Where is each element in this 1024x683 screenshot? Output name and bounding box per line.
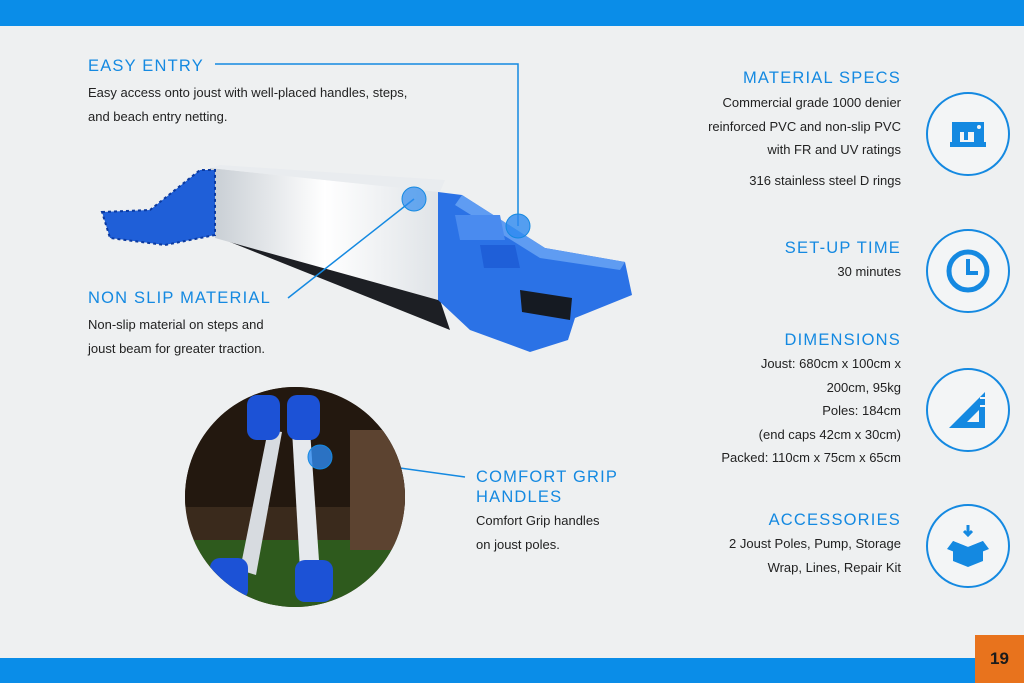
material-specs-line-2: reinforced PVC and non-slip PVC [708, 118, 901, 134]
sewing-machine-icon [926, 92, 1010, 176]
dimensions-line-2: 200cm, 95kg [826, 379, 901, 395]
accessories-text [729, 532, 901, 579]
dimensions-text [721, 352, 901, 470]
easy-entry-title: EASY ENTRY [88, 57, 204, 75]
comfort-grip-title-line-1: COMFORT GRIP [476, 468, 619, 486]
page-number: 19 [975, 635, 1024, 683]
material-specs-line-1: Commercial grade 1000 denier [722, 95, 901, 110]
easy-entry-line-2: and beach entry netting. [88, 108, 228, 124]
dimensions-line-5: Packed: 110cm x 75cm x 65cm [721, 450, 901, 465]
comfort-grip-title [476, 467, 618, 507]
non-slip-title: NON SLIP MATERIAL [88, 289, 271, 307]
easy-entry-text [88, 81, 407, 128]
accessories-title: ACCESSORIES [768, 511, 901, 529]
accessories-line-2: Wrap, Lines, Repair Kit [767, 559, 901, 575]
setup-time-title: SET-UP TIME [784, 239, 901, 257]
clock-icon [926, 229, 1010, 313]
comfort-grip-line-2: on joust poles. [476, 536, 560, 552]
non-slip-line-2: joust beam for greater traction. [88, 340, 266, 356]
comfort-grip-title-line-2: HANDLES [476, 488, 563, 506]
comfort-grip-line-1: Comfort Grip handles [476, 513, 600, 528]
material-specs-line-3: with FR and UV ratings [767, 142, 901, 157]
set-square-icon [926, 368, 1010, 452]
comfort-grip-text [476, 509, 600, 556]
material-specs-text [708, 91, 901, 192]
box-icon [926, 504, 1010, 588]
material-specs-title: MATERIAL SPECS [742, 69, 901, 87]
accessories-line-1: 2 Joust Poles, Pump, Storage [729, 536, 901, 551]
non-slip-text [88, 313, 265, 360]
dimensions-line-4: (end caps 42cm x 30cm) [758, 426, 901, 442]
non-slip-line-1: Non-slip material on steps and [88, 317, 264, 332]
dimensions-line-1: Joust: 680cm x 100cm x [760, 356, 901, 371]
dimensions-line-3: Poles: 184cm [822, 403, 901, 418]
setup-time-text: 30 minutes [837, 264, 901, 279]
dimensions-title: DIMENSIONS [784, 331, 901, 349]
material-specs-extra: 316 stainless steel D rings [749, 172, 901, 188]
easy-entry-line-1: Easy access onto joust with well-placed handles, steps, [88, 85, 408, 100]
